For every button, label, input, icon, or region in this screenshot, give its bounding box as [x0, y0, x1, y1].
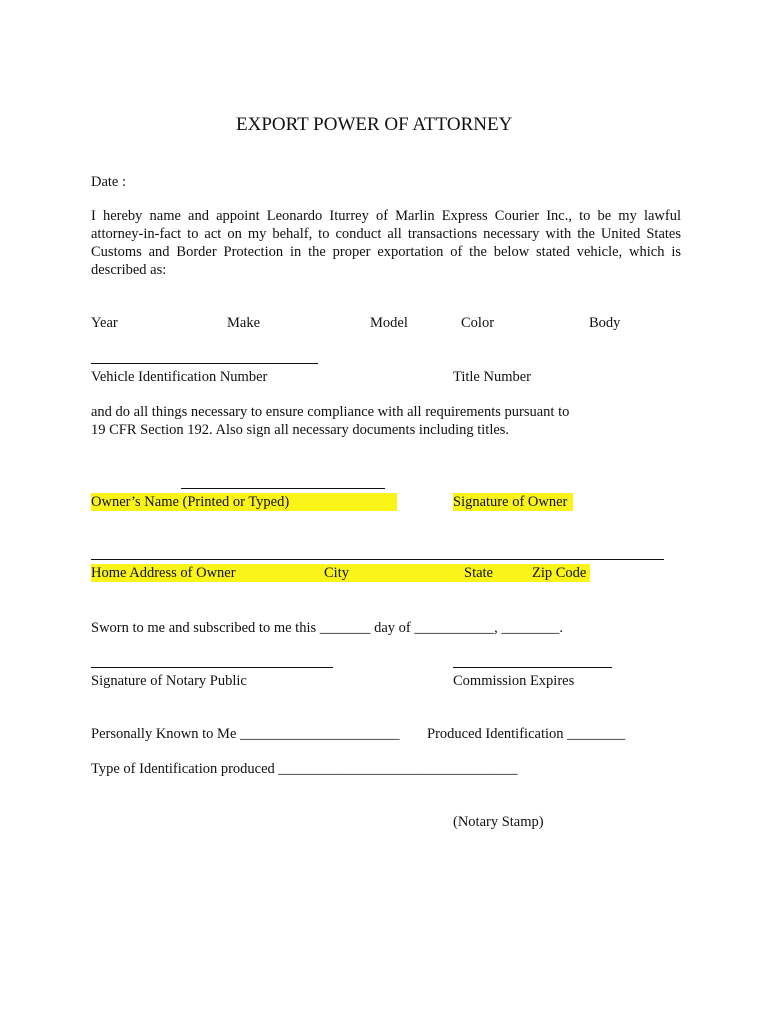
- owner-name-label: Owner’s Name (Printed or Typed): [91, 493, 397, 511]
- notary-signature-line[interactable]: [91, 667, 333, 668]
- personally-known-field[interactable]: Personally Known to Me ______________________: [91, 726, 400, 742]
- state-label: State: [464, 565, 493, 581]
- zip-code-label: Zip Code: [532, 565, 587, 581]
- title-number-label: Title Number: [453, 369, 532, 385]
- commission-expires-label: Commission Expires: [453, 673, 575, 689]
- notary-stamp-label: (Notary Stamp): [453, 814, 544, 830]
- compliance-line-2: 19 CFR Section 192. Also sign all necessary documents including titles.: [91, 422, 510, 438]
- document-title: EXPORT POWER OF ATTORNEY: [236, 114, 513, 135]
- color-label: Color: [461, 315, 495, 331]
- vin-signature-line[interactable]: [91, 363, 318, 364]
- owner-signature-label: Signature of Owner: [453, 493, 573, 511]
- identification-type-field[interactable]: Type of Identification produced _________________________________: [91, 761, 518, 777]
- date-label: Date :: [91, 174, 127, 190]
- body-label: Body: [589, 315, 621, 331]
- make-label: Make: [227, 315, 261, 331]
- vin-label: Vehicle Identification Number: [91, 369, 268, 385]
- owner-name-line[interactable]: [181, 488, 385, 489]
- produced-identification-field[interactable]: Produced Identification ________: [427, 726, 626, 742]
- sworn-statement[interactable]: Sworn to me and subscribed to me this _______ day of ___________, ________.: [91, 620, 564, 636]
- city-label: City: [324, 565, 349, 581]
- compliance-line-1: and do all things necessary to ensure compliance with all requirements pursuant to: [91, 404, 570, 420]
- home-address-label: Home Address of Owner: [91, 565, 236, 581]
- intro-paragraph: I hereby name and appoint Leonardo Iturrey of Marlin Express Courier Inc., to be my lawful attorney-in-fact to act on my behalf, to conduct all transactions necessary with the United States Customs and Border Protection in the proper exportation of the below stated vehicle, which is described as:: [91, 208, 681, 278]
- notary-signature-label: Signature of Notary Public: [91, 673, 247, 689]
- home-address-line[interactable]: [91, 559, 664, 560]
- model-label: Model: [370, 315, 408, 331]
- year-label: Year: [91, 315, 118, 331]
- commission-expires-line[interactable]: [453, 667, 612, 668]
